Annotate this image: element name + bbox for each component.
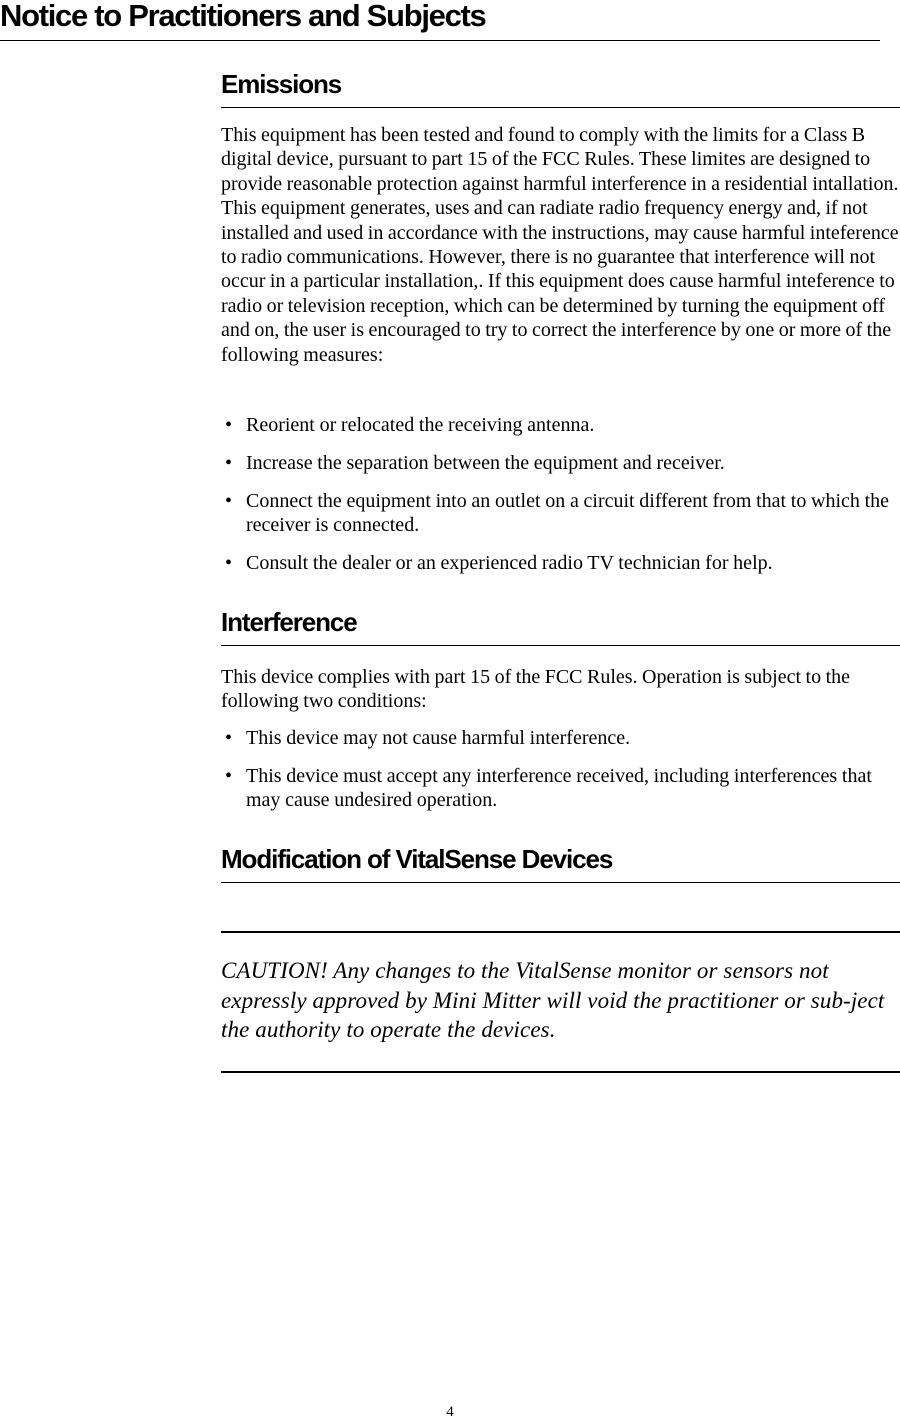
emissions-heading: Emissions <box>221 69 342 99</box>
list-item <box>221 489 900 538</box>
emissions-bullet-list <box>221 413 900 589</box>
modification-heading: Modification of VitalSense Devices <box>221 844 613 874</box>
list-item-text: Reorient or relocated the receiving antenna. <box>246 414 595 436</box>
list-item <box>221 551 900 575</box>
list-item-text: Consult the dealer or an experienced radio TV technician for help. <box>246 552 773 575</box>
emissions-heading-rule <box>221 107 900 108</box>
bullet-icon: • <box>225 764 233 787</box>
list-item <box>221 726 900 750</box>
bullet-icon: • <box>225 414 233 436</box>
list-item-text: Connect the equipment into an outlet on a circuit different from that to which the receiver is connected. <box>246 489 890 537</box>
interference-heading-rule <box>221 645 900 646</box>
list-item-text: This device may not cause harmful interference. <box>246 727 631 749</box>
bullet-icon: • <box>225 727 233 749</box>
interference-bullet-list <box>221 726 900 826</box>
bullet-icon: • <box>225 451 233 474</box>
interference-body: This device complies with part 15 of the FCC Rules. Operation is subject to the following two conditions: <box>221 666 851 713</box>
page-title: Notice to Practitioners and Subjects <box>0 0 486 33</box>
caution-note: CAUTION! Any changes to the VitalSense monitor or sensors not expressly approved by Mini Mitter will void the practitioner or sub-ject the authority to operate the devices. <box>221 958 885 1042</box>
bullet-icon: • <box>225 489 233 512</box>
interference-heading: Interference <box>221 607 357 637</box>
bullet-icon: • <box>225 552 233 575</box>
list-item-text: Increase the separation between the equipment and receiver. <box>246 451 725 474</box>
list-item <box>221 764 900 813</box>
caution-bottom-rule <box>221 1071 900 1073</box>
page-number: 4 <box>446 1404 454 1420</box>
list-item <box>221 413 900 437</box>
caution-top-rule <box>221 931 900 933</box>
emissions-body: This equipment has been tested and found to comply with the limits for a Class B digital device, pursuant to part 15 of the FCC Rules. These limites are designed to provide reasonable protection against harmful interference in a residential intallation. This equipment generates, uses and can radiate radio frequency energy and, if not installed and used in accordance with the instructions, may cause harmful inteference to radio communications. However, there is no guarantee that interference will not occur in a particular installation,. If this equipment does cause harmful inteference to radio or television reception, which can be determined by turning the equipment off and on, the user is encouraged to try to correct the interference by one or more of the following measures: <box>221 124 899 366</box>
modification-heading-rule <box>221 882 900 883</box>
title-rule <box>0 40 880 41</box>
list-item-text: This device must accept any interference received, including interferences that may cause undesired operation. <box>246 764 872 812</box>
list-item <box>221 451 900 475</box>
